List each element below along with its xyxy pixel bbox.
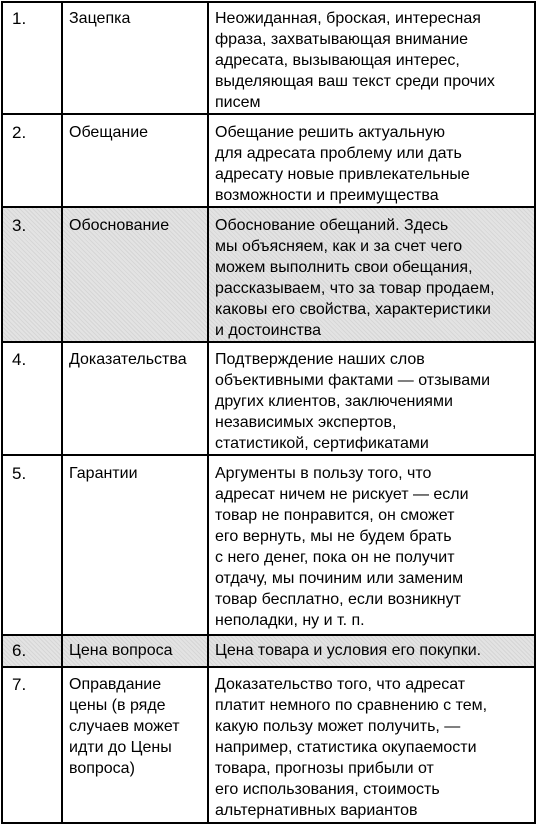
row-number: 2. (2, 114, 62, 207)
row-number: 3. (2, 207, 62, 342)
row-number: 1. (2, 2, 62, 114)
structure-table (1, 1, 536, 824)
table-row (2, 207, 535, 342)
element-description: Неожиданная, броская, интересная фраза, захватывающая внимание адресата, вызывающая интерес, выделяющая ваш текст среди прочих писем (208, 2, 535, 114)
table-row (2, 667, 535, 823)
element-name: Обоснование (62, 207, 208, 342)
element-description: Обоснование обещаний. Здесь мы объясняем, как и за счет чего можем выполнить свои обещания, рассказываем, что за товар продаем, каковы его свойства, характеристики и достоинства (208, 207, 535, 342)
table-row (2, 2, 535, 114)
row-number: 5. (2, 455, 62, 635)
element-description: Обещание решить актуальную для адресата проблему или дать адресату новые привлекательные возможности и преимущества (208, 114, 535, 207)
table-row (2, 114, 535, 207)
element-description: Аргументы в пользу того, что адресат ничем не рискует — если товар не понравится, он сможет его вернуть, мы не будем брать с него денег, пока он не получит отдачу, мы починим или заменим товар бесплатно, если возникнут неполадки, ну и т. п. (208, 455, 535, 635)
row-number: 4. (2, 342, 62, 455)
table-row (2, 635, 535, 667)
row-number: 7. (2, 667, 62, 823)
row-number: 6. (2, 635, 62, 667)
element-description: Доказательство того, что адресат платит немного по сравнению с тем, какую пользу может получить, — например, статистика окупаемости товара, прогнозы прибыли от его использования, стоимость альтернативных вариантов (208, 667, 535, 823)
element-name: Цена вопроса (62, 635, 208, 667)
table-row (2, 455, 535, 635)
element-name: Обещание (62, 114, 208, 207)
element-description: Цена товара и условия его покупки. (208, 635, 535, 667)
table-row (2, 342, 535, 455)
element-description: Подтверждение наших слов объективными фактами — отзывами других клиентов, заключениями независимых экспертов, статистикой, сертификатами (208, 342, 535, 455)
element-name: Гарантии (62, 455, 208, 635)
element-name: Зацепка (62, 2, 208, 114)
element-name: Доказательства (62, 342, 208, 455)
element-name: Оправдание цены (в ряде случаев может идти до Цены вопроса) (62, 667, 208, 823)
